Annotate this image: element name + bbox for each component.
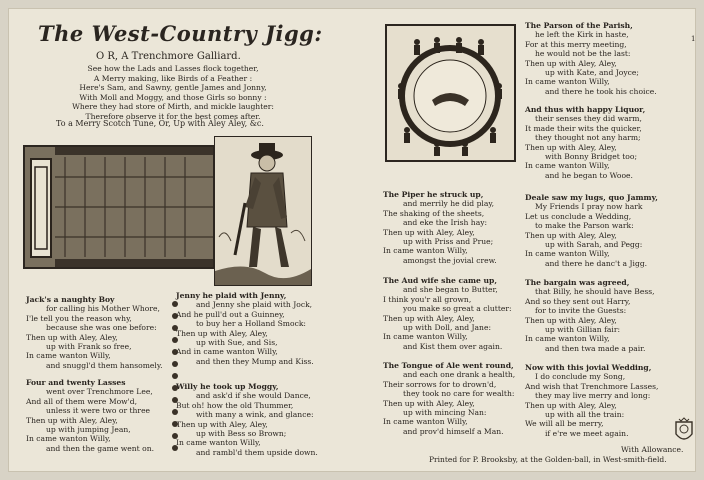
verse-line: they took no care for wealth:: [403, 389, 515, 399]
verse-line: The Piper he struck up,: [383, 190, 484, 199]
verse-line: Jenny he plaid with Jenny,: [176, 291, 287, 300]
verse-line: to make the Parson wark:: [535, 221, 634, 231]
verse-line: Jack's a naughty Boy: [26, 295, 115, 304]
verse-line: for calling his Mother Whore,: [46, 304, 160, 314]
page-number: 1: [691, 35, 696, 43]
verse-line: unless it were two or three: [46, 406, 151, 416]
verse-line: In came wanton Willy,: [525, 249, 610, 259]
verse-line: In came wanton Willy,: [525, 334, 610, 344]
verse-line: with many a wink, and glance:: [196, 410, 314, 420]
ballad-title: The West-Country Jigg:: [38, 21, 323, 46]
verse-line: In came wanton Willy,: [26, 434, 111, 444]
verse-line: and he began to Wooe.: [545, 170, 633, 180]
verse-line: because she was one before:: [46, 323, 157, 333]
verse-line: And wish that Trenchmore Lasses,: [525, 381, 659, 391]
verse-line: up with Frank so free,: [46, 342, 132, 352]
verse-10: [525, 193, 658, 268]
verse-line: and prov'd himself a Man.: [403, 426, 504, 436]
verse-line: and then they Mump and Kiss.: [196, 356, 314, 366]
verse-line: and she began to Butter,: [403, 285, 498, 295]
verse-line: amongst the jovial crew.: [403, 255, 497, 265]
verse-line: and merrily he did play,: [403, 199, 495, 209]
verse-line: up with Bess so Brown;: [196, 429, 287, 439]
verse-line: For at this merry meeting,: [525, 39, 627, 49]
intro-line: Therefore observe it for the best comes after.: [85, 111, 261, 121]
verse-line: Then up with Aley, Aley,: [26, 332, 118, 342]
verse-line: and there he took his choice.: [545, 86, 657, 96]
broadside-sheet: [8, 8, 696, 472]
verse-line: Then up with Aley, Aley,: [383, 398, 475, 408]
verse-4: [176, 382, 318, 457]
verse-line: they may live merry and long:: [535, 391, 651, 401]
verse-line: And in came wanton Willy,: [176, 347, 278, 357]
verse-line: I think you'r all grown,: [383, 294, 472, 304]
verse-3: [176, 291, 314, 366]
verse-line: In came wanton Willy,: [525, 77, 610, 87]
verse-line: And he pull'd out a Guinney,: [176, 309, 285, 319]
verse-line: And all of them were Mow'd,: [26, 396, 138, 406]
verse-line: up with jumping Jean,: [46, 425, 131, 435]
verse-line: and rambl'd them upside down.: [196, 447, 318, 457]
verse-line: up with all the train:: [545, 410, 625, 420]
verse-line: Then up with Aley, Aley,: [525, 400, 617, 410]
woodcut-piper-drawing: [215, 137, 311, 285]
verse-line: The shaking of the sheets,: [383, 208, 485, 218]
verse-line: I'le tell you the reason why,: [26, 313, 132, 323]
verse-line: and then twa made a pair.: [545, 343, 646, 353]
verse-line: Then up with Aley, Aley,: [525, 58, 617, 68]
woodcut-interior-image: [23, 145, 215, 269]
verse-line: The Parson of the Parish,: [525, 21, 633, 30]
verse-line: to buy her a Holland Smock:: [196, 319, 306, 329]
verse-line: But oh! how the old Thummer,: [176, 400, 294, 410]
intro-line: A Merry making, like Birds of a Feather :: [93, 73, 253, 83]
woodcut-piper-image: [214, 136, 312, 286]
verse-line: he would not be the last:: [535, 49, 631, 59]
verse-line: Then up with Aley, Aley,: [26, 415, 118, 425]
verse-line: up with Kate, and Joyce;: [545, 68, 639, 78]
verse-line: up with Priss and Prue;: [403, 237, 494, 247]
verse-line: Their sorrows for to drown'd,: [383, 379, 497, 389]
verse-line: Now with this jovial Wedding,: [525, 363, 652, 372]
printer-imprint: Printed for P. Brooksby, at the Golden-ball, in West-smith-field.: [429, 455, 667, 464]
royal-arms-emblem-icon: [672, 416, 696, 446]
verse-line: Then up with Aley, Aley,: [525, 315, 617, 325]
intro-line: See how the Lads and Lasses flock together,: [87, 64, 259, 73]
verse-line: Then up with Aley, Aley,: [383, 227, 475, 237]
ballad-subtitle: O R, A Trenchmore Galliard.: [96, 51, 241, 62]
verse-line: My Friends I pray now hark: [535, 202, 643, 212]
verse-line: and Kist them over again.: [403, 341, 503, 351]
verse-line: In came wanton Willy,: [26, 351, 111, 361]
verse-line: In came wanton Willy,: [383, 332, 468, 342]
verse-line: The Aud wife she came up,: [383, 276, 497, 285]
verse-line: And thus with happy Liquor,: [525, 105, 646, 114]
intro-line: Here's Sam, and Sawny, gentle James and Jonny,: [79, 83, 267, 93]
verse-line: and there he danc't a Jigg.: [545, 258, 648, 268]
intro-line: With Moll and Moggy, and those Girls so bonny :: [79, 92, 267, 102]
verse-line: if e're we meet again.: [545, 428, 629, 438]
verse-line: Then up with Aley, Aley,: [525, 142, 617, 152]
verse-line: Let us conclude a Wedding,: [525, 211, 632, 221]
tune-direction: To a Merry Scotch Tune, Or, Up with Aley Aley, &c.: [56, 119, 264, 128]
verse-line: We will all be merry,: [525, 419, 604, 429]
verse-6: [383, 276, 512, 351]
intro-verse: [68, 64, 278, 122]
verse-line: their senses they did warm,: [535, 114, 642, 124]
verse-line: went over Trenchmore Lee,: [46, 387, 153, 397]
verse-line: up with mincing Nan:: [403, 408, 487, 418]
woodcut-dancers-drawing: [387, 26, 514, 160]
verse-12: [525, 363, 658, 438]
verse-line: Then up with Aley, Aley,: [176, 419, 268, 429]
verse-line: they thought not any harm;: [535, 133, 641, 143]
verse-line: Four and twenty Lasses: [26, 378, 126, 387]
verse-line: And so they sent out Harry,: [525, 296, 631, 306]
verse-1: [26, 295, 163, 370]
verse-line: In came wanton Willy,: [383, 246, 468, 256]
verse-line: and each one drank a health,: [403, 370, 516, 380]
verse-11: [525, 278, 655, 353]
verse-line: In came wanton Willy,: [176, 438, 261, 448]
verse-line: you make so great a clutter:: [403, 304, 512, 314]
verse-line: and eke the Irish hay:: [403, 218, 488, 228]
verse-line: It made their wits the quicker,: [525, 123, 642, 133]
verse-9: [525, 105, 645, 180]
verse-line: and ask'd if she would Dance,: [196, 391, 311, 401]
verse-line: that Billy, he should have Bess,: [535, 287, 655, 297]
verse-line: up with Sarah, and Pegg:: [545, 240, 643, 250]
verse-8: [525, 21, 657, 96]
verse-line: up with Doll, and Jane:: [403, 323, 492, 333]
woodcut-dancers-circle-image: [385, 24, 516, 162]
verse-line: Deale saw my lugs, quo Jammy,: [525, 193, 658, 202]
verse-line: up with Sue, and Sis,: [196, 338, 278, 348]
intro-line: Where they had store of Mirth, and mickle laughter:: [72, 102, 274, 112]
verse-line: with Bonny Bridget too;: [545, 152, 637, 162]
verse-line: for to invite the Guests:: [535, 306, 627, 316]
verse-line: and Jenny she plaid with Jock,: [196, 300, 313, 310]
verse-line: The Tongue of Ale went round,: [383, 361, 514, 370]
verse-line: and snuggl'd them hansomely.: [46, 360, 163, 370]
verse-line: Then up with Aley, Aley,: [383, 313, 475, 323]
allowance-note: With Allowance.: [621, 445, 684, 454]
verse-line: Then up with Aley, Aley,: [176, 328, 268, 338]
verse-line: In came wanton Willy,: [525, 161, 610, 171]
verse-line: he left the Kirk in haste,: [535, 30, 629, 40]
woodcut-interior-drawing: [25, 147, 213, 267]
verse-2: [26, 378, 154, 453]
verse-line: I do conclude my Song,: [535, 372, 626, 382]
verse-line: The bargain was agreed,: [525, 278, 630, 287]
verse-5: [383, 190, 497, 265]
verse-7: [383, 361, 515, 436]
verse-line: up with Gillian fair:: [545, 325, 621, 335]
verse-line: Then up with Aley, Aley,: [525, 230, 617, 240]
verse-line: In came wanton Willy,: [383, 417, 468, 427]
verse-line: Willy he took up Moggy,: [176, 382, 279, 391]
verse-line: and then the game went on.: [46, 443, 155, 453]
